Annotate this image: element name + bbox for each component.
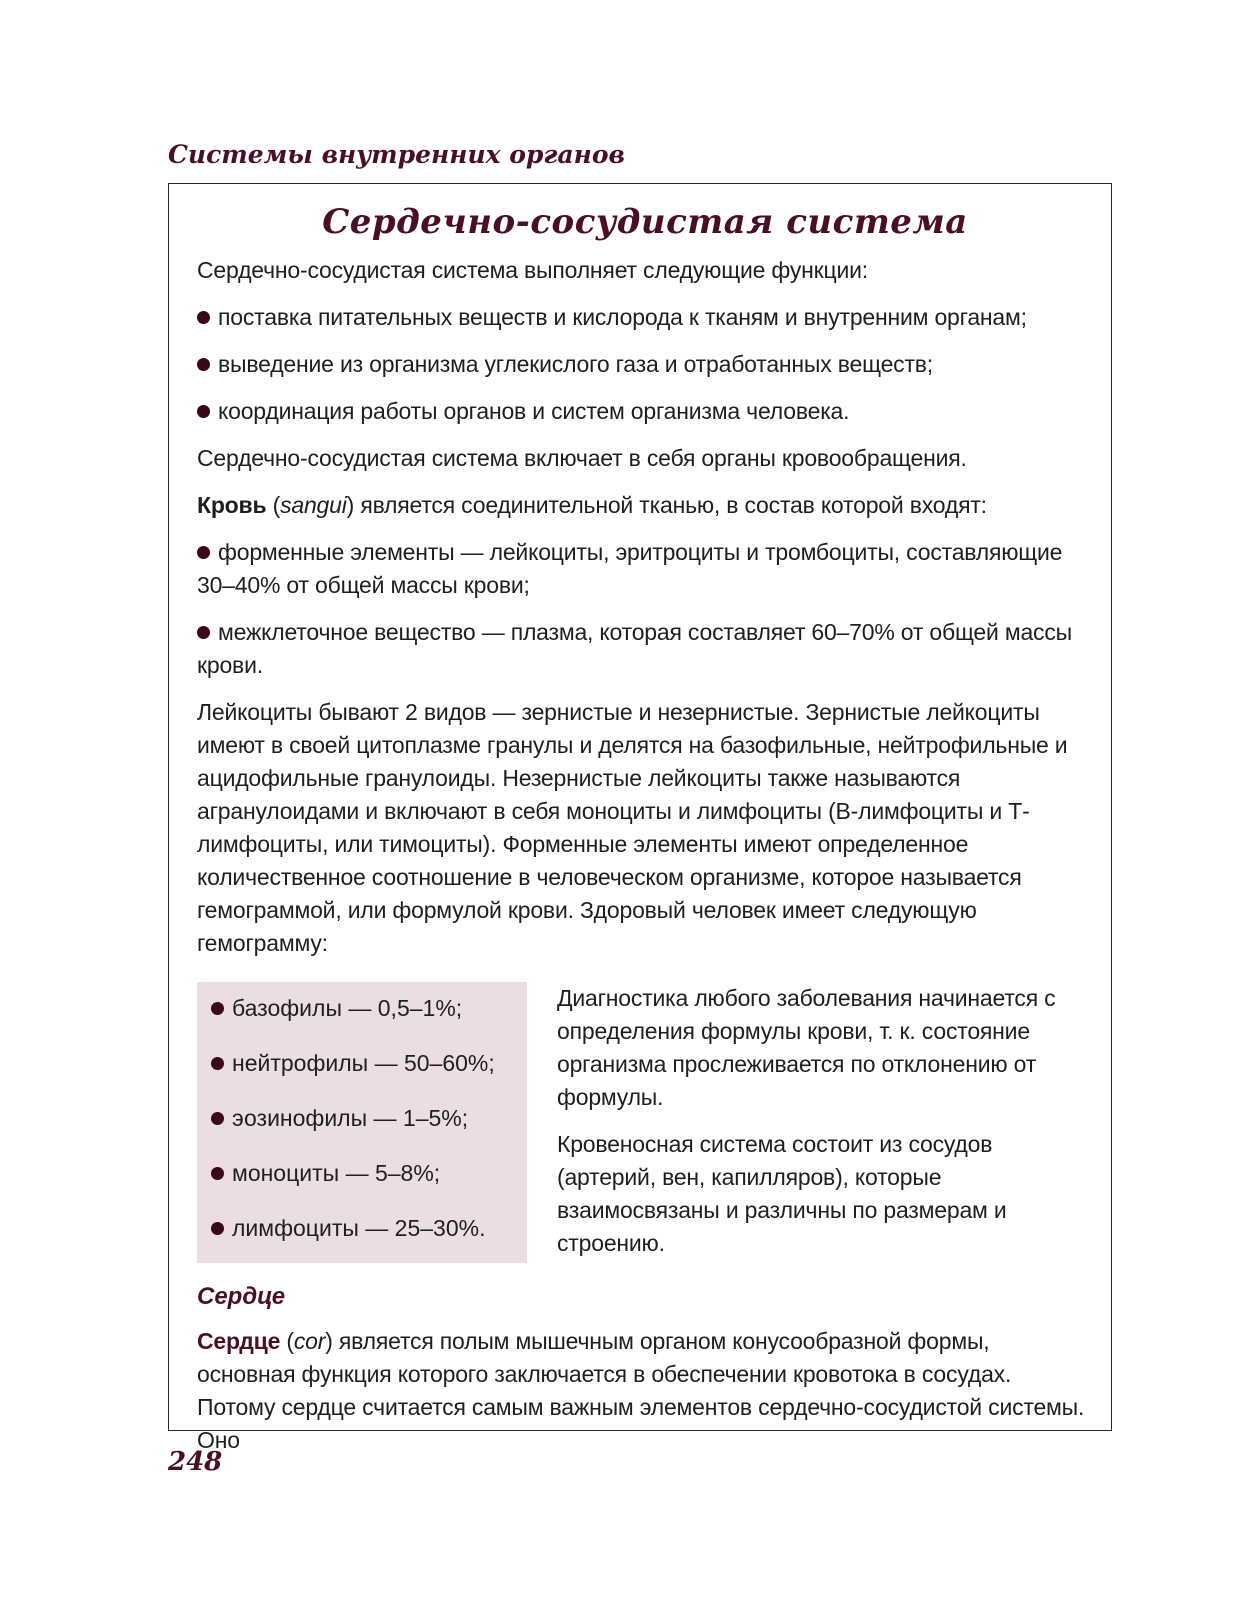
blood-component-item: межклеточное вещество — плазма, которая составляет 60–70% от общей массы крови. — [197, 616, 1093, 682]
section-title: Сердечно-сосудистая система — [322, 202, 968, 242]
blood-definition: является соединительной тканью, в состав которой входят: — [360, 492, 987, 518]
leukocytes-paragraph: Лейкоциты бывают 2 видов — зернистые и незернистые. Зернистые лейкоциты имеют в своей цитоплазме гранулы и делятся на базофильные, нейтрофильные и ацидофильные гранулоиды. Незернистые лейкоциты также называются агранулоидами и включают в себя моноциты и лимфоциты (В-лимфоциты и Т-лимфоциты, или тимоциты). Форменные элементы имеют определенное количественное соотношение в человеческом организме, которое называется гемограммой, или формулой крови. Здоровый человек имеет следующую гемограмму: — [197, 699, 1068, 956]
blood-paragraph: Кровь (sangui) является соединительной тканью, в состав которой входят: — [197, 492, 987, 518]
hemogram-item: эозинофилы — 1–5%; — [211, 1102, 527, 1135]
hemogram-item: моноциты — 5–8%; — [211, 1157, 527, 1190]
hemogram-box — [197, 982, 527, 1263]
blood-latin: sangui — [280, 492, 347, 518]
heart-subheading: Сердце — [197, 1283, 286, 1310]
hemogram-list — [197, 982, 527, 1245]
diagnostics-paragraph: Диагностика любого заболевания начинается с определения формулы крови, т. к. состояние организма прослеживается по отклонению от формулы. — [557, 985, 1056, 1110]
heart-definition: является полым мышечным органом конусообразной формы, основная функция которого заключается в обеспечении кровотока в сосудах. Потому сердце считается самым важным элементов сердечно-сосудистой системы. Оно — [197, 1328, 1085, 1453]
page-number: 248 — [168, 1447, 223, 1477]
content-body — [197, 184, 1093, 1457]
function-item: координация работы органов и систем организма человека. — [197, 395, 1093, 428]
hemogram-section — [197, 982, 1093, 1263]
organs-paragraph: Сердечно-сосудистая система включает в себя органы кровообращения. — [197, 445, 967, 471]
vessels-paragraph: Кровеносная система состоит из сосудов (артерий, вен, капилляров), которые взаимосвязаны и различны по размерам и строению. — [557, 1131, 1007, 1256]
heart-latin: cor — [293, 1328, 326, 1354]
content-frame — [168, 183, 1112, 1453]
intro-paragraph: Сердечно-сосудистая система выполняет следующие функции: — [197, 257, 868, 283]
hemogram-item: лимфоциты — 25–30%. — [211, 1212, 527, 1245]
heart-term: Сердце — [197, 1328, 281, 1354]
hemogram-item: нейтрофилы — 50–60%; — [211, 1047, 527, 1080]
function-item: выведение из организма углекислого газа и отработанных веществ; — [197, 348, 1093, 381]
blood-term: Кровь — [197, 492, 267, 518]
hemogram-item: базофилы — 0,5–1%; — [211, 992, 527, 1025]
blood-component-item: форменные элементы — лейкоциты, эритроциты и тромбоциты, составляющие 30–40% от общей массы крови; — [197, 536, 1093, 602]
function-item: поставка питательных веществ и кислорода к тканям и внутренним органам; — [197, 301, 1093, 334]
right-column — [557, 982, 1087, 1260]
heart-paragraph: Сердце (cor) является полым мышечным органом конусообразной формы, основная функция которого заключается в обеспечении кровотока в сосудах. Потому сердце считается самым важным элементов сердечно-сосудистой системы. Оно — [197, 1328, 1085, 1453]
running-head: Системы внутренних органов — [168, 140, 625, 169]
